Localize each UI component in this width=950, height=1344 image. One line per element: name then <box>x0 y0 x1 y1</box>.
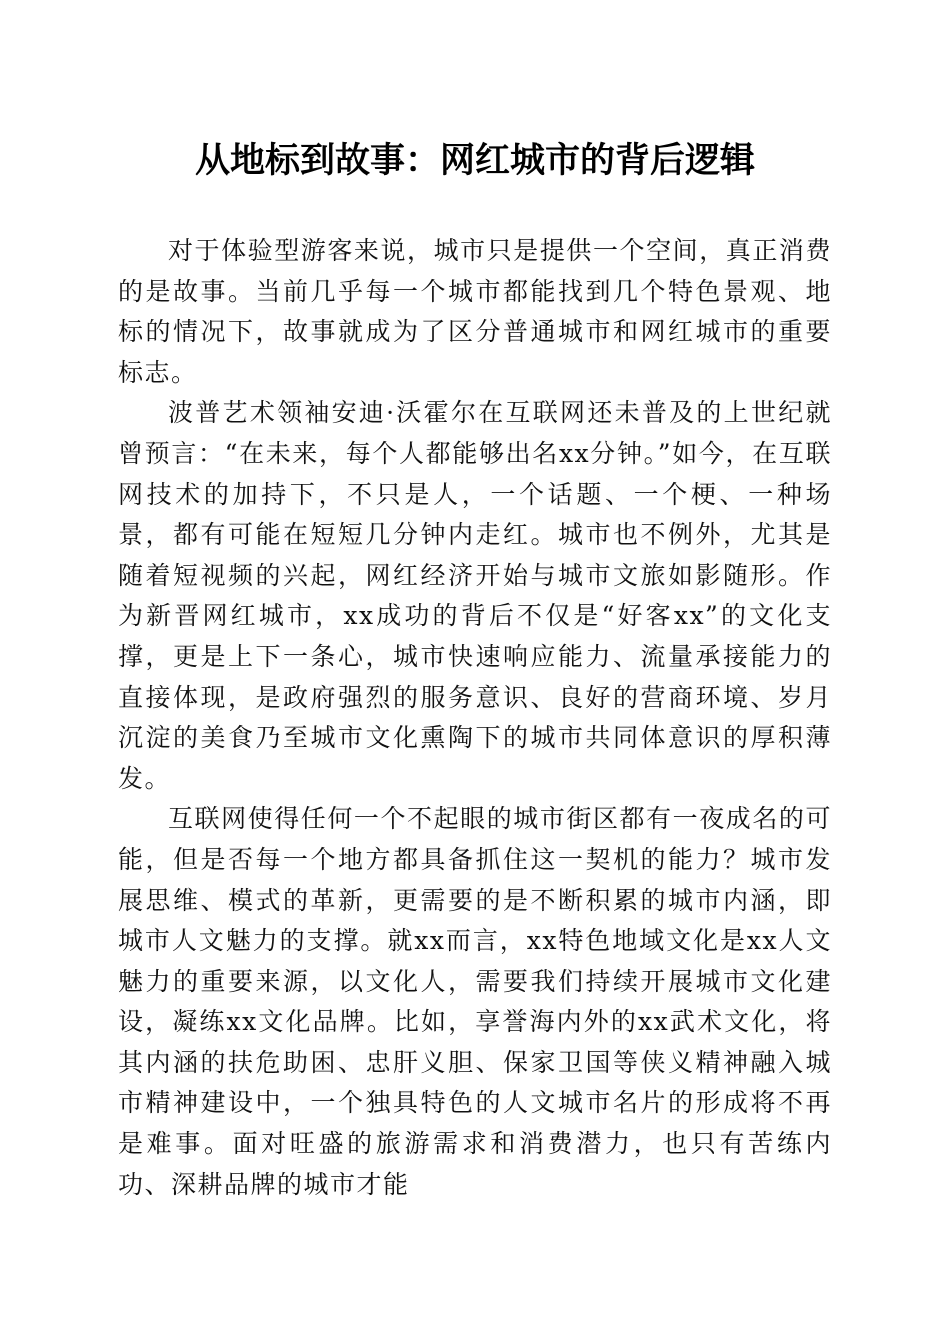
document-body <box>118 231 832 1205</box>
paragraph: 波普艺术领袖安迪·沃霍尔在互联网还未普及的上世纪就曾预言：“在未来，每个人都能够出名xx分钟。”如今，在互联网技术的加持下，不只是人，一个话题、一个梗、一种场景，都有可能在短短几分钟内走红。城市也不例外，尤其是随着短视频的兴起，网红经济开始与城市文旅如影随形。作为新晋网红城市，xx成功的背后不仅是“好客xx”的文化支撑，更是上下一条心，城市快速响应能力、流量承接能力的直接体现，是政府强烈的服务意识、良好的营商环境、岁月沉淀的美食乃至城市文化熏陶下的城市共同体意识的厚积薄发。 <box>118 398 832 793</box>
paragraph: 对于体验型游客来说，城市只是提供一个空间，真正消费的是故事。当前几乎每一个城市都能找到几个特色景观、地标的情况下，故事就成为了区分普通城市和网红城市的重要标志。 <box>118 236 832 387</box>
paragraph: 互联网使得任何一个不起眼的城市街区都有一夜成名的可能，但是否每一个地方都具备抓住这一契机的能力？城市发展思维、模式的革新，更需要的是不断积累的城市内涵，即城市人文魅力的支撑。就xx而言，xx特色地域文化是xx人文魅力的重要来源，以文化人，需要我们持续开展城市文化建设，凝练xx文化品牌。比如，享誉海内外的xx武术文化，将其内涵的扶危助困、忠肝义胆、保家卫国等侠义精神融入城市精神建设中，一个独具特色的人文城市名片的形成将不再是难事。面对旺盛的旅游需求和消费潜力，也只有苦练内功、深耕品牌的城市才能 <box>118 804 832 1199</box>
document-title: 从地标到故事：网红城市的背后逻辑 <box>194 140 755 181</box>
